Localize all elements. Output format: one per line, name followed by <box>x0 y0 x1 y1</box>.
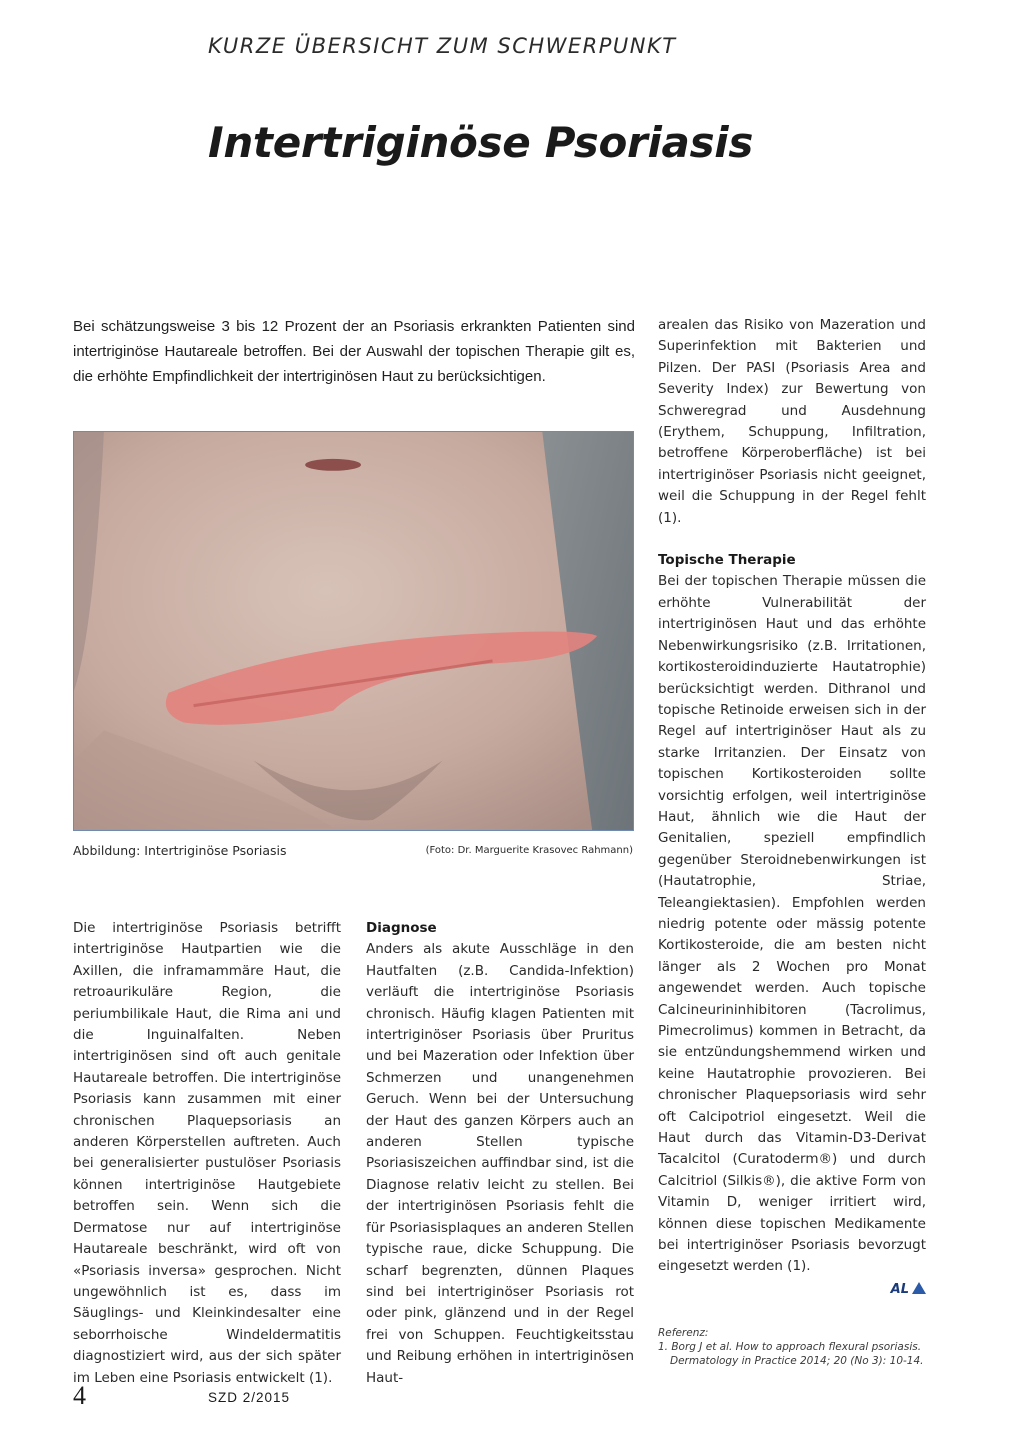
photo-credit: (Foto: Dr. Marguerite Krasovec Rahmann) <box>425 845 633 856</box>
body-column-3 <box>658 315 926 1368</box>
page-number: 4 <box>73 1381 86 1410</box>
author-initials: AL <box>890 1281 909 1297</box>
lead-paragraph: Bei schätzungsweise 3 bis 12 Prozent der an Psoriasis erkrankten Patienten sind intertriginöse Hautareale betroffen. Bei der Auswahl der topischen Therapie gilt es, die erhöhte Empfindlichkeit der intertriginösen Haut zu berücksichtigen. <box>73 318 635 385</box>
reference-item: 1. Borg J et al. How to approach flexural psoriasis. Dermatology in Practice 2014; 20 (No 3): 10-14. <box>658 1341 924 1368</box>
section-heading-diagnose: Diagnose <box>366 920 437 936</box>
journal-issue: SZD 2/2015 <box>208 1390 291 1405</box>
triangle-end-icon <box>912 1282 926 1294</box>
article-title: Intertriginöse Psoriasis <box>208 118 754 167</box>
references <box>658 1326 926 1368</box>
clinical-photo-illustration <box>74 432 633 830</box>
figure-caption: Abbildung: Intertriginöse Psoriasis <box>73 843 287 858</box>
body-column-2 <box>366 918 634 1389</box>
references-label: Referenz: <box>658 1327 709 1340</box>
section-kicker: KURZE ÜBERSICHT ZUM SCHWERPUNKT <box>208 34 677 58</box>
body-column-1 <box>73 918 341 1389</box>
body-paragraph: Die intertriginöse Psoriasis betrifft intertriginöse Hautpartien wie die Axillen, die inframammäre Haut, die retroaurikuläre Region, die periumbilikale Haut, die Rima ani und die Inguinalfalten. Neben intertriginösen sind oft auch genitale Hautareale betroffen. Die intertriginöse Psoriasis kann zusammen mit einer chronischen Plaquepsoriasis an anderen Körperstellen auftreten. Auch bei generalisierter pustulöser Psoriasis können intertriginöse Hautgebiete betroffen sein. Wenn sich die Dermatose nur auf intertriginöse Hautareale beschränkt, wird oft von «Psoriasis inversa» gesprochen. Nicht ungewöhnlich ist es, dass im Säuglings- und Kleinkindesalter eine seborrhoische Windeldermatitis diagnostiziert wird, aus der sich später im Leben eine Psoriasis entwickelt (1). <box>73 920 341 1386</box>
body-paragraph: Bei der topischen Therapie müssen die erhöhte Vulnerabilität der intertriginösen Haut und das erhöhte Nebenwirkungsrisiko (z.B. Irritationen, kortikosteroidinduzierte Hautatrophie) berücksichtigt werden. Dithranol und topische Retinoide erweisen sich in der Regel auf intertriginöser Haut als zu starke Irritanzien. Der Einsatz von topischen Kortikosteroiden sollte vorsichtig erfolgen, weil intertriginöse Haut, ähnlich wie die Haut der Genitalien, speziell empfindlich gegenüber Steroidnebenwirkungen ist (Hautatrophie, Striae, Teleangiektasien). Empfohlen werden niedrig potente oder mässig potente Kortikosteroide, die am besten nicht länger als 2 Wochen pro Monat angewendet werden. Auch topische Calcineurininhibitoren (Tacrolimus, Pimecrolimus) kommen in Betracht, da sie entzündungshemmend wirken und keine Hautatrophie provozieren. Bei chronischer Plaquepsoriasis wird sehr oft Calcipotriol eingesetzt. Weil die Haut durch das Vitamin-D3-Derivat Tacalcitol (Curatoderm®) und durch Calcitriol (Silkis®), die aktive Form von Vitamin D, weniger irritiert wird, können diese topischen Medikamente bei intertriginöser Psoriasis bevorzugt eingesetzt werden (1). <box>658 573 926 1275</box>
body-paragraph: arealen das Risiko von Mazeration und Superinfektion mit Bakterien und Pilzen. Der PASI (Psoriasis Area and Severity Index) zur Bewertung von Schweregrad und Ausdehnung (Erythem, Schuppung, Infiltration, betroffene Körperoberfläche) ist bei intertriginöser Psoriasis nicht geeignet, weil die Schuppung in der Regel fehlt (1). <box>658 317 926 526</box>
section-heading-therapie: Topische Therapie <box>658 552 796 569</box>
body-paragraph: Anders als akute Ausschläge in den Hautfalten (z.B. Candida-Infektion) verläuft die intertriginöse Psoriasis chronisch. Häufig klagen Patienten mit intertriginöser Psoriasis über Pruritus und bei Mazeration oder Infektion über Schmerzen und unangenehmen Geruch. Wenn bei der Untersuchung der Haut des ganzen Körpers auch an anderen Stellen typische Psoriasiszeichen auffindbar sind, ist die Diagnose relativ leicht zu stellen. Bei der intertriginösen Psoriasis fehlt die für Psoriasisplaques an anderen Stellen typische raue, dicke Schuppung. Die scharf begrenzten, dünnen Plaques sind bei intertriginöser Psoriasis rot oder pink, glänzend und in der Regel frei von Schuppen. Feuchtigkeitsstau und Reibung erhöhen in intertriginösen Haut- <box>366 941 634 1386</box>
author-signature <box>658 1279 926 1300</box>
clinical-photo <box>73 431 634 831</box>
